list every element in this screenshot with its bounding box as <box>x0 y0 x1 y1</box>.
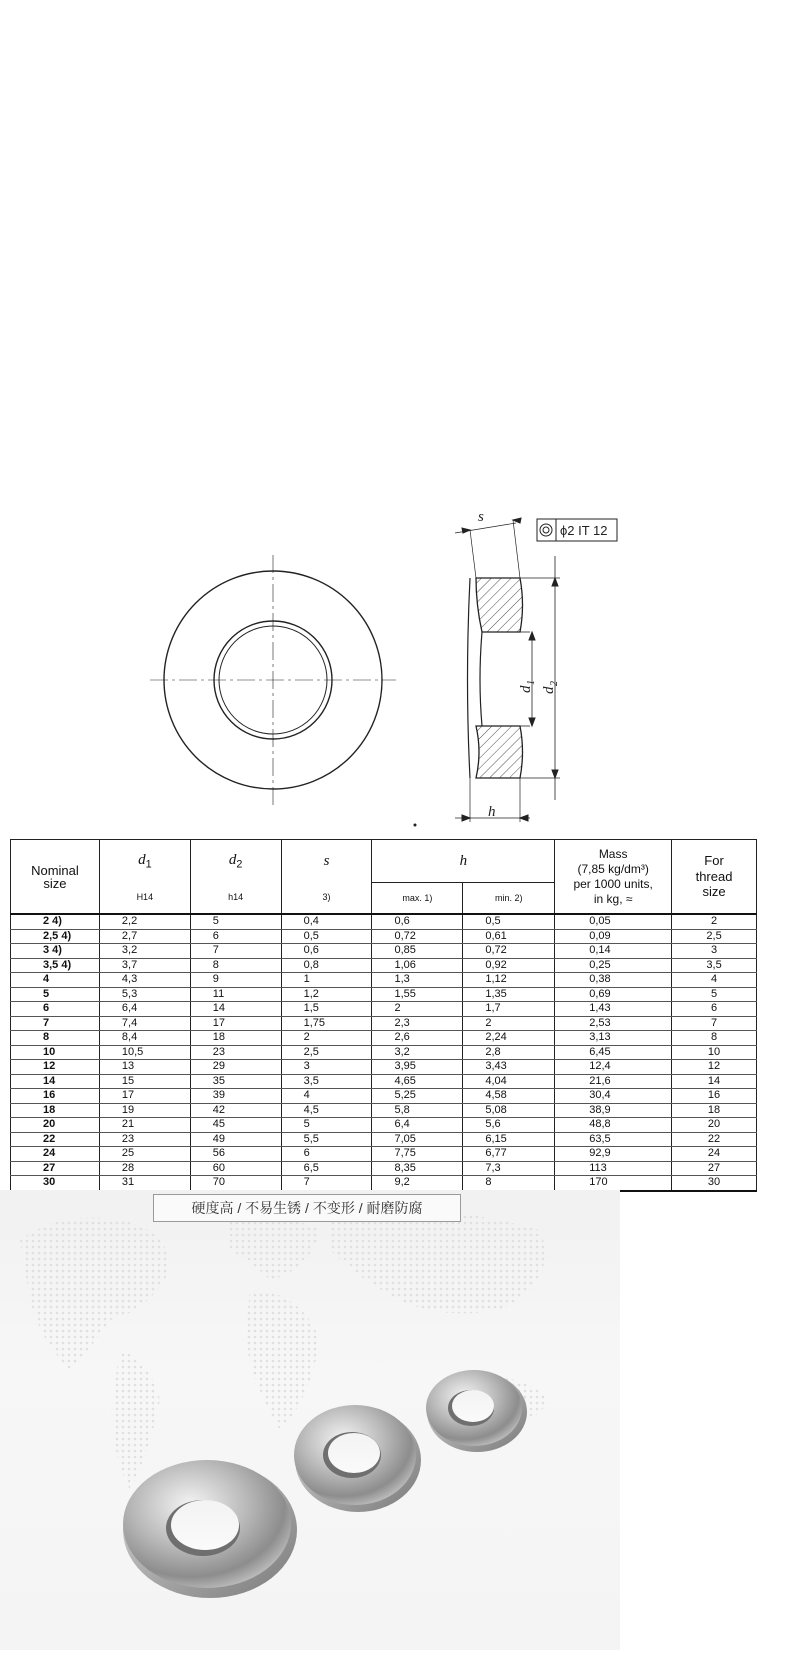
tolerance-label: ϕ2 IT 12 <box>560 523 608 538</box>
cell-hmin: 2,8 <box>463 1045 555 1060</box>
cell-mass: 12,4 <box>555 1060 672 1075</box>
cell-s: 1,5 <box>281 1002 372 1017</box>
header-thread-size <box>672 840 757 915</box>
header-mass-line4: in kg, ≈ <box>593 891 633 906</box>
cell-s: 6 <box>281 1147 372 1162</box>
cell-d1: 31 <box>99 1176 190 1191</box>
cell-d2: 9 <box>190 973 281 988</box>
washer-technical-drawing <box>0 500 790 845</box>
cell-mass: 3,13 <box>555 1031 672 1046</box>
table-row <box>11 1045 757 1060</box>
cell-hmin: 0,92 <box>463 958 555 973</box>
cell-hmin: 3,43 <box>463 1060 555 1075</box>
cell-d1: 4,3 <box>99 973 190 988</box>
header-mass <box>555 840 672 915</box>
cell-s: 0,5 <box>281 929 372 944</box>
cell-s: 3,5 <box>281 1074 372 1089</box>
cell-hmin: 2 <box>463 1016 555 1031</box>
cell-size: 12 <box>11 1060 100 1075</box>
cell-mass: 0,09 <box>555 929 672 944</box>
subheader-d1: H14 <box>99 883 190 915</box>
cell-hmin: 7,3 <box>463 1161 555 1176</box>
cell-thread: 7 <box>672 1016 757 1031</box>
cell-mass: 0,05 <box>555 914 672 929</box>
table-row <box>11 1074 757 1089</box>
cell-d1: 25 <box>99 1147 190 1162</box>
cell-d2: 70 <box>190 1176 281 1191</box>
cell-hmin: 6,15 <box>463 1132 555 1147</box>
header-nominal-line2: size <box>43 875 67 891</box>
cell-mass: 38,9 <box>555 1103 672 1118</box>
cell-size: 3 4) <box>11 944 100 959</box>
cell-s: 0,4 <box>281 914 372 929</box>
cell-mass: 21,6 <box>555 1074 672 1089</box>
cell-d2: 23 <box>190 1045 281 1060</box>
header-s <box>281 840 372 883</box>
cell-thread: 3 <box>672 944 757 959</box>
table-row <box>11 1016 757 1031</box>
cell-mass: 48,8 <box>555 1118 672 1133</box>
subheader-h-min: min. 2) <box>463 883 555 915</box>
cell-size: 22 <box>11 1132 100 1147</box>
cell-size: 4 <box>11 973 100 988</box>
cell-d1: 3,7 <box>99 958 190 973</box>
table-row <box>11 1118 757 1133</box>
washer-section-view <box>414 518 617 826</box>
cell-hmax: 0,85 <box>372 944 463 959</box>
cell-hmin: 0,61 <box>463 929 555 944</box>
cell-d1: 21 <box>99 1118 190 1133</box>
cell-hmax: 7,05 <box>372 1132 463 1147</box>
cell-thread: 20 <box>672 1118 757 1133</box>
cell-d1: 13 <box>99 1060 190 1075</box>
table-row <box>11 914 757 929</box>
cell-hmax: 5,8 <box>372 1103 463 1118</box>
cell-d2: 18 <box>190 1031 281 1046</box>
cell-thread: 2 <box>672 914 757 929</box>
cell-mass: 0,25 <box>555 958 672 973</box>
cell-hmin: 0,5 <box>463 914 555 929</box>
cell-mass: 0,14 <box>555 944 672 959</box>
dim-s-label: s <box>478 509 484 525</box>
table-body <box>11 914 757 1191</box>
cell-mass: 113 <box>555 1161 672 1176</box>
cell-hmin: 4,04 <box>463 1074 555 1089</box>
cell-d2: 8 <box>190 958 281 973</box>
cell-thread: 16 <box>672 1089 757 1104</box>
cell-size: 7 <box>11 1016 100 1031</box>
washers-photo-illustration <box>0 1190 620 1650</box>
cell-thread: 14 <box>672 1074 757 1089</box>
cell-size: 3,5 4) <box>11 958 100 973</box>
cell-mass: 2,53 <box>555 1016 672 1031</box>
cell-d1: 17 <box>99 1089 190 1104</box>
cell-hmax: 2,6 <box>372 1031 463 1046</box>
cell-d1: 2,7 <box>99 929 190 944</box>
header-d1-sub: 1 <box>145 858 152 871</box>
cell-thread: 5 <box>672 987 757 1002</box>
table-row <box>11 973 757 988</box>
cell-d1: 7,4 <box>99 1016 190 1031</box>
washer-front-view <box>150 555 396 805</box>
cell-s: 3 <box>281 1060 372 1075</box>
table-row <box>11 1161 757 1176</box>
cell-size: 2,5 4) <box>11 929 100 944</box>
cell-thread: 6 <box>672 1002 757 1017</box>
cell-thread: 22 <box>672 1132 757 1147</box>
cell-thread: 2,5 <box>672 929 757 944</box>
cell-d2: 11 <box>190 987 281 1002</box>
cell-d2: 7 <box>190 944 281 959</box>
cell-d1: 23 <box>99 1132 190 1147</box>
medium-washer <box>294 1405 421 1512</box>
header-d2 <box>190 840 281 883</box>
cell-d2: 60 <box>190 1161 281 1176</box>
cell-mass: 63,5 <box>555 1132 672 1147</box>
cell-thread: 27 <box>672 1161 757 1176</box>
cell-s: 4,5 <box>281 1103 372 1118</box>
cell-d1: 15 <box>99 1074 190 1089</box>
cell-hmax: 2 <box>372 1002 463 1017</box>
subheader-d2: h14 <box>190 883 281 915</box>
header-thread-line2: thread <box>695 868 733 884</box>
cell-size: 18 <box>11 1103 100 1118</box>
product-photo <box>0 1190 620 1650</box>
cell-size: 8 <box>11 1031 100 1046</box>
cell-hmin: 0,72 <box>463 944 555 959</box>
header-thread-line3: size <box>702 884 726 900</box>
cell-s: 5,5 <box>281 1132 372 1147</box>
cell-size: 6 <box>11 1002 100 1017</box>
cell-thread: 12 <box>672 1060 757 1075</box>
cell-size: 5 <box>11 987 100 1002</box>
cell-size: 30 <box>11 1176 100 1191</box>
cell-thread: 24 <box>672 1147 757 1162</box>
cell-s: 0,6 <box>281 944 372 959</box>
product-features-caption: 硬度高 / 不易生锈 / 不变形 / 耐磨防腐 <box>153 1194 461 1222</box>
cell-hmax: 9,2 <box>372 1176 463 1191</box>
cell-s: 4 <box>281 1089 372 1104</box>
cell-hmin: 4,58 <box>463 1089 555 1104</box>
cell-mass: 30,4 <box>555 1089 672 1104</box>
cell-size: 27 <box>11 1161 100 1176</box>
cell-hmin: 1,35 <box>463 987 555 1002</box>
cell-d1: 19 <box>99 1103 190 1118</box>
table-row <box>11 1176 757 1191</box>
cell-thread: 4 <box>672 973 757 988</box>
table-row <box>11 1031 757 1046</box>
table-row <box>11 1002 757 1017</box>
cell-hmin: 5,08 <box>463 1103 555 1118</box>
header-thread-line1: For <box>704 853 724 869</box>
cell-d2: 14 <box>190 1002 281 1017</box>
cell-s: 1 <box>281 973 372 988</box>
header-d1 <box>99 840 190 883</box>
header-d1-symbol: d <box>138 851 146 868</box>
dim-d1-label: d <box>518 685 534 693</box>
cell-d1: 2,2 <box>99 914 190 929</box>
cell-hmin: 6,77 <box>463 1147 555 1162</box>
header-s-symbol: s <box>323 852 330 869</box>
cell-hmax: 4,65 <box>372 1074 463 1089</box>
cell-s: 1,2 <box>281 987 372 1002</box>
header-h-symbol: h <box>459 852 468 869</box>
cell-mass: 1,43 <box>555 1002 672 1017</box>
cell-d2: 29 <box>190 1060 281 1075</box>
table-row <box>11 1147 757 1162</box>
cell-size: 14 <box>11 1074 100 1089</box>
table-row <box>11 929 757 944</box>
cell-s: 7 <box>281 1176 372 1191</box>
cell-hmax: 0,6 <box>372 914 463 929</box>
cell-d2: 5 <box>190 914 281 929</box>
header-h <box>372 840 555 883</box>
cell-hmin: 8 <box>463 1176 555 1191</box>
dim-h-label: h <box>488 804 496 820</box>
cell-d2: 42 <box>190 1103 281 1118</box>
cell-hmin: 1,7 <box>463 1002 555 1017</box>
table-row <box>11 1132 757 1147</box>
header-mass-line1: Mass <box>598 846 628 861</box>
cell-hmax: 2,3 <box>372 1016 463 1031</box>
table-row <box>11 944 757 959</box>
cell-s: 0,8 <box>281 958 372 973</box>
cell-thread: 18 <box>672 1103 757 1118</box>
cell-d2: 56 <box>190 1147 281 1162</box>
cell-d1: 3,2 <box>99 944 190 959</box>
cell-hmax: 0,72 <box>372 929 463 944</box>
cell-hmax: 7,75 <box>372 1147 463 1162</box>
washer-spec-table <box>10 839 757 1192</box>
table-row <box>11 1060 757 1075</box>
cell-hmax: 1,55 <box>372 987 463 1002</box>
cell-d1: 28 <box>99 1161 190 1176</box>
cell-hmax: 1,3 <box>372 973 463 988</box>
cell-s: 5 <box>281 1118 372 1133</box>
table-row <box>11 987 757 1002</box>
cell-d1: 8,4 <box>99 1031 190 1046</box>
header-nominal-line1: Nominal <box>31 862 79 878</box>
cell-hmin: 5,6 <box>463 1118 555 1133</box>
cell-thread: 8 <box>672 1031 757 1046</box>
cell-mass: 92,9 <box>555 1147 672 1162</box>
cell-hmax: 3,2 <box>372 1045 463 1060</box>
cell-hmin: 2,24 <box>463 1031 555 1046</box>
cell-hmax: 8,35 <box>372 1161 463 1176</box>
cell-s: 1,75 <box>281 1016 372 1031</box>
cell-thread: 10 <box>672 1045 757 1060</box>
cell-hmax: 6,4 <box>372 1118 463 1133</box>
cell-size: 20 <box>11 1118 100 1133</box>
cell-mass: 0,69 <box>555 987 672 1002</box>
header-mass-line2: (7,85 kg/dm³) <box>577 861 649 876</box>
cell-hmax: 1,06 <box>372 958 463 973</box>
cell-size: 10 <box>11 1045 100 1060</box>
cell-d2: 6 <box>190 929 281 944</box>
cell-hmax: 5,25 <box>372 1089 463 1104</box>
header-nominal-size <box>11 840 100 915</box>
dim-d2-label: d <box>541 686 557 694</box>
large-washer <box>123 1460 297 1598</box>
cell-mass: 170 <box>555 1176 672 1191</box>
cell-hmax: 3,95 <box>372 1060 463 1075</box>
cell-d2: 45 <box>190 1118 281 1133</box>
table-row <box>11 1103 757 1118</box>
subheader-s: 3) <box>281 883 372 915</box>
cell-s: 6,5 <box>281 1161 372 1176</box>
cell-size: 2 4) <box>11 914 100 929</box>
dim-d1-sub: 1 <box>526 680 537 685</box>
dim-d2-sub: 2 <box>549 681 560 686</box>
subheader-h-max: max. 1) <box>372 883 463 915</box>
cell-s: 2 <box>281 1031 372 1046</box>
cell-d2: 39 <box>190 1089 281 1104</box>
cell-mass: 0,38 <box>555 973 672 988</box>
cell-d1: 10,5 <box>99 1045 190 1060</box>
header-mass-line3: per 1000 units, <box>573 876 653 891</box>
cell-d2: 49 <box>190 1132 281 1147</box>
cell-d1: 6,4 <box>99 1002 190 1017</box>
cell-size: 24 <box>11 1147 100 1162</box>
table-row <box>11 958 757 973</box>
cell-size: 16 <box>11 1089 100 1104</box>
cell-thread: 30 <box>672 1176 757 1191</box>
header-d2-symbol: d <box>228 851 237 868</box>
cell-d1: 5,3 <box>99 987 190 1002</box>
cell-thread: 3,5 <box>672 958 757 973</box>
cell-d2: 35 <box>190 1074 281 1089</box>
header-d2-sub: 2 <box>236 858 243 871</box>
cell-mass: 6,45 <box>555 1045 672 1060</box>
table-row <box>11 1089 757 1104</box>
cell-s: 2,5 <box>281 1045 372 1060</box>
cell-d2: 17 <box>190 1016 281 1031</box>
cell-hmin: 1,12 <box>463 973 555 988</box>
